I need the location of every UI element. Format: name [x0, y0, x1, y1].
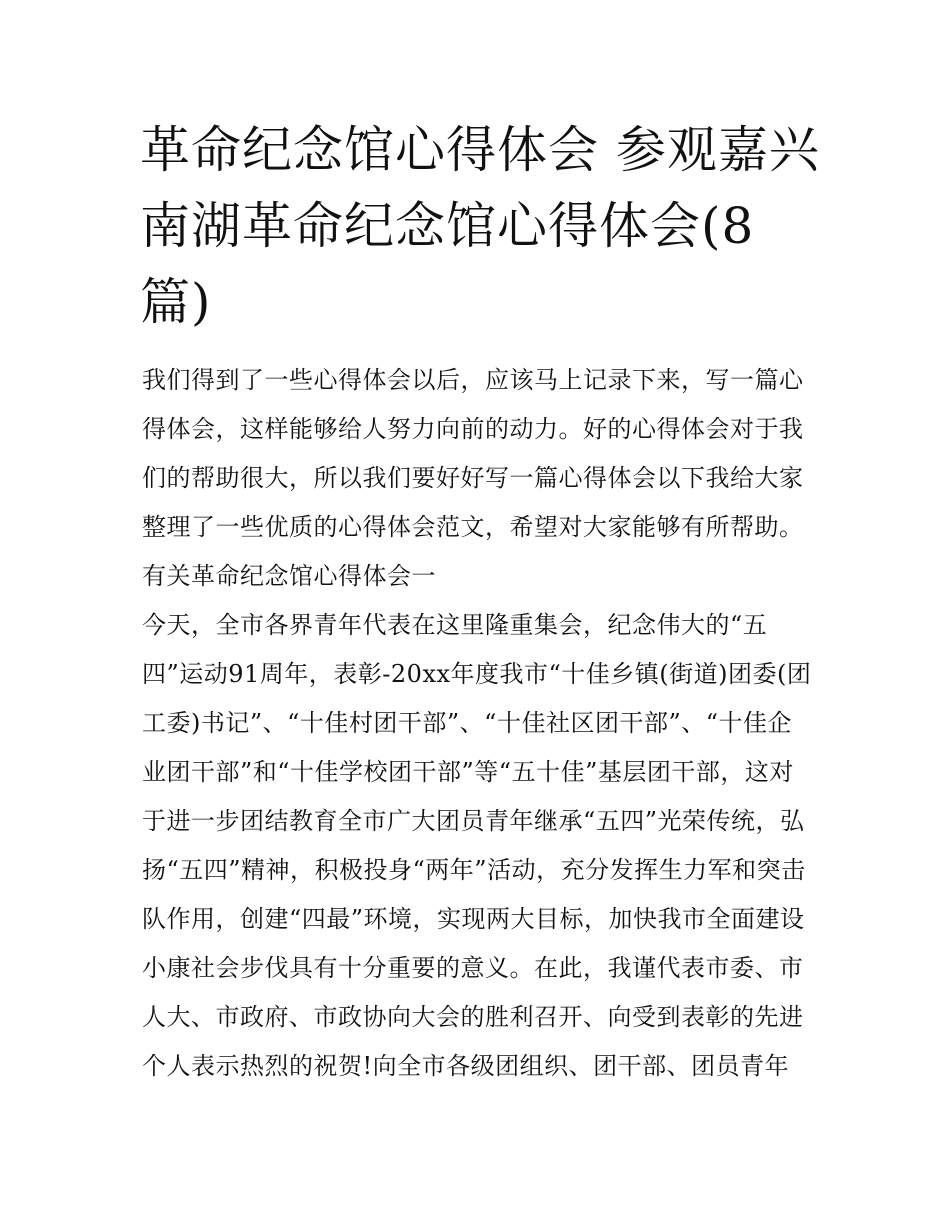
section-line: 今天，全市各界青年代表在这里隆重集会，纪念伟大的“五 — [142, 611, 768, 639]
section-line: 小康社会步伐具有十分重要的意义。在此，我谨代表市委、市 — [142, 954, 804, 982]
title-line: 篇) — [140, 273, 212, 331]
document-body — [142, 356, 832, 1091]
intro-line: 我们得到了一些心得体会以后，应该马上记录下来，写一篇心 — [142, 366, 804, 394]
document-title — [140, 112, 820, 340]
section-line: 个人表示热烈的祝贺!向全市各级团组织、团干部、团员青年 — [142, 1052, 790, 1080]
section-line: 工委)书记”、“十佳村团干部”、“十佳社区团干部”、“十佳企 — [142, 709, 792, 737]
title-line: 革命纪念馆心得体会 参观嘉兴 — [140, 121, 820, 179]
intro-line: 们的帮助很大，所以我们要好好写一篇心得体会以下我给大家 — [142, 464, 804, 492]
section-line: 人大、市政府、市政协向大会的胜利召开、向受到表彰的先进 — [142, 1003, 804, 1031]
title-line: 南湖革命纪念馆心得体会(8 — [140, 197, 755, 255]
section-heading: 有关革命纪念馆心得体会一 — [142, 562, 436, 590]
section-line: 于进一步团结教育全市广大团员青年继承“五四”光荣传统，弘 — [142, 807, 805, 835]
intro-line: 整理了一些优质的心得体会范文，希望对大家能够有所帮助。 — [142, 513, 804, 541]
section-line: 队作用，创建“四最”环境，实现两大目标，加快我市全面建设 — [142, 905, 805, 933]
section-line: 四”运动91周年，表彰-20xx年度我市“十佳乡镇(街道)团委(团 — [142, 660, 812, 688]
section-line: 扬“五四”精神，积极投身“两年”活动，充分发挥生力军和突击 — [142, 856, 806, 884]
section-line: 业团干部”和“十佳学校团干部”等“五十佳”基层团干部，这对 — [142, 758, 794, 786]
intro-line: 得体会，这样能够给人努力向前的动力。好的心得体会对于我 — [142, 415, 804, 443]
